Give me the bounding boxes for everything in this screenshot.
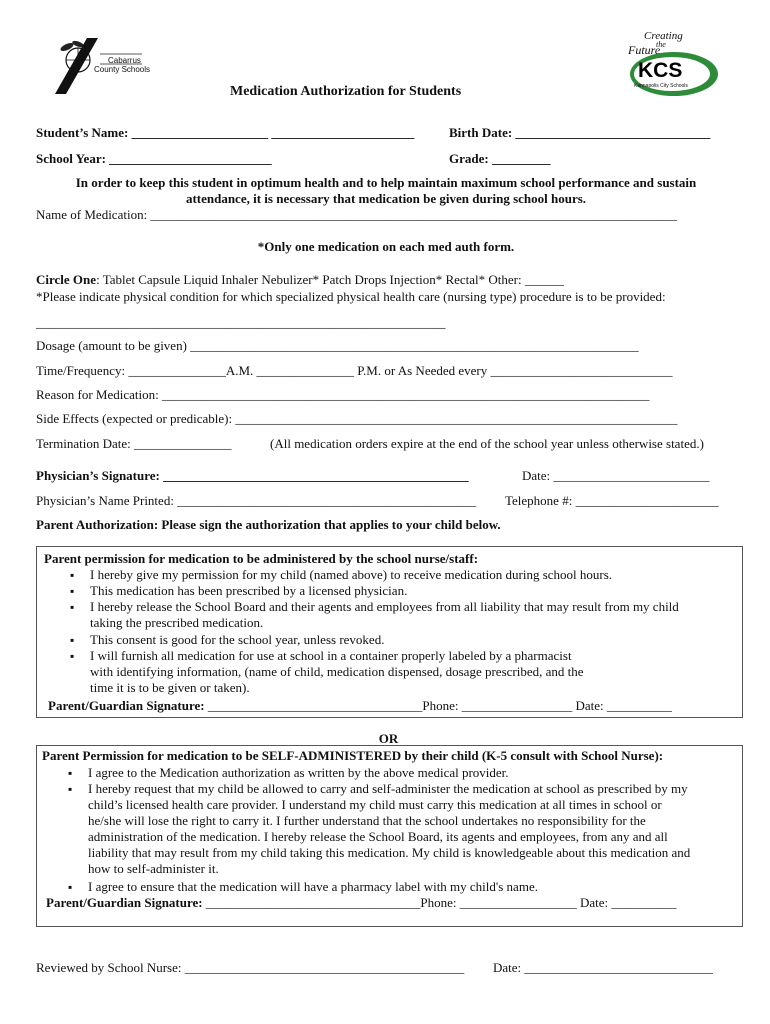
kcs-logo-text-3: Future: [628, 43, 661, 57]
box2-bullet-2-line-5: liability that may result from my child taking this medication. My child is knowledgeable about this medication and: [88, 845, 691, 860]
grade-field[interactable]: Grade: _________: [449, 151, 551, 166]
school-year-field[interactable]: School Year: _________________________: [36, 151, 272, 166]
box2-signature-lines[interactable]: _________________________________Phone: __________________ Date: __________: [202, 895, 677, 910]
box2-heading: Parent Permission for medication to be SELF-ADMINISTERED by their child (K-5 consult with School Nurse):: [42, 748, 664, 763]
box1-heading: Parent permission for medication to be administered by the school nurse/staff:: [44, 551, 479, 566]
reviewed-date-field[interactable]: Date: _____________________________: [493, 960, 713, 975]
box1-bullet-1: ▪ I hereby give my permission for my child (named above) to receive medication during school hours.: [90, 567, 612, 583]
kcs-logo-text-5: Kannapolis City Schools: [634, 83, 688, 89]
physical-condition-note: *Please indicate physical condition for which specialized physical health care (nursing type) procedure is to be provided:: [36, 289, 666, 304]
reviewed-by-nurse-field[interactable]: Reviewed by School Nurse: ___________________________________________: [36, 960, 465, 975]
parent-authorization-heading: Parent Authorization: Please sign the authorization that applies to your child below.: [36, 517, 501, 532]
box2-bullet-2: ▪ I hereby request that my child be allowed to carry and self-administer the medication at school as prescribed by my: [88, 781, 688, 797]
cabarrus-county-schools-logo: [54, 36, 151, 96]
physician-signature-field[interactable]: [36, 468, 469, 484]
box2-bullet-2-line-3: he/she will lose the right to carry it. I further understand that the school undertakes no responsibility for the: [88, 813, 646, 828]
box2-bullet-1: ▪ I agree to the Medication authorization as written by the above medical provider.: [88, 765, 509, 781]
telephone-field[interactable]: Telephone #: ______________________: [505, 493, 719, 508]
intro-line-1: In order to keep this student in optimum health and to help maintain maximum school performance and sustain: [75, 175, 697, 190]
box1-bullet-4: ▪ This consent is good for the school year, unless revoked.: [90, 632, 384, 648]
circle-one-options[interactable]: : Tablet Capsule Liquid Inhaler Nebulizer* Patch Drops Injection* Rectal* Other: ______: [96, 272, 564, 287]
box1-bullet-5-cont-2: time it is to be given or taken).: [90, 680, 250, 695]
box1-bullet-3-cont: taking the prescribed medication.: [90, 615, 264, 630]
or-separator: OR: [378, 731, 399, 746]
box2-bullet-2-line-4: administration of the medication. I hereby release the School Board, its agents and employees, from any and all: [88, 829, 668, 844]
time-frequency-field[interactable]: Time/Frequency: _______________A.M. _______________ P.M. or As Needed every ____________________________: [36, 363, 673, 378]
kcs-logo-text-4: KCS: [638, 59, 683, 82]
physician-signature-text: Physician’s Signature: _______________________________________________: [36, 468, 469, 483]
box2-bullet-3: ▪ I agree to ensure that the medication will have a pharmacy label with my child's name.: [88, 879, 538, 895]
kcs-logo: [622, 30, 720, 100]
cabarrus-logo-text-2: County Schools: [94, 65, 151, 74]
kcs-logo-text-1: Creating: [644, 30, 683, 42]
box1-bullet-2: ▪ This medication has been prescribed by a licensed physician.: [90, 583, 407, 599]
termination-note: (All medication orders expire at the end of the school year unless otherwise stated.): [270, 436, 704, 451]
name-of-medication-field[interactable]: Name of Medication: _________________________________________________________________________________: [36, 207, 677, 222]
cabarrus-logo-text-1: Cabarrus: [108, 56, 141, 65]
only-one-med-note: *Only one medication on each med auth form.: [257, 239, 515, 254]
box1-bullet-5-cont-1: with identifying information, (name of child, medication dispensed, dosage prescribed, and the: [90, 664, 584, 679]
birth-date-field[interactable]: Birth Date: ______________________________: [449, 125, 711, 140]
side-effects-field[interactable]: Side Effects (expected or predicable): ____________________________________________________________________: [36, 411, 678, 426]
termination-date-field[interactable]: Termination Date: _______________: [36, 436, 232, 451]
physician-date-field[interactable]: Date: ________________________: [522, 468, 710, 483]
box2-bullet-2-line-2: child’s licensed health care provider. I understand my child must carry this medication at all times in school or: [88, 797, 662, 812]
student-name-field[interactable]: Student’s Name: _____________________ ______________________: [36, 125, 415, 140]
dosage-field[interactable]: Dosage (amount to be given) _____________________________________________________________________: [36, 338, 639, 353]
box1-signature-row[interactable]: [48, 698, 672, 714]
box1-signature-lines[interactable]: _________________________________Phone: _________________ Date: __________: [204, 698, 672, 713]
box1-signature-label: Parent/Guardian Signature:: [48, 698, 205, 713]
physician-name-field[interactable]: Physician’s Name Printed: ______________________________________________: [36, 493, 477, 508]
physical-condition-line[interactable]: _______________________________________________________________: [36, 315, 446, 330]
circle-one-row[interactable]: [36, 272, 564, 288]
box2-signature-row[interactable]: [46, 895, 676, 911]
box2-bullet-2-line-6: how to self-administer it.: [88, 861, 219, 876]
box2-signature-label: Parent/Guardian Signature:: [46, 895, 203, 910]
circle-one-label: Circle One: [36, 272, 97, 287]
kcs-logo-text-2: the: [656, 40, 666, 49]
intro-line-2: attendance, it is necessary that medication be given during school hours.: [185, 191, 587, 206]
reason-field[interactable]: Reason for Medication: ___________________________________________________________________________: [36, 387, 650, 402]
box1-bullet-3: ▪ I hereby release the School Board and their agents and employees from all liability that may result from my child: [90, 599, 679, 615]
box1-bullet-5: ▪ I will furnish all medication for use at school in a container properly labeled by a pharmacist: [90, 648, 572, 664]
form-title: Medication Authorization for Students: [230, 84, 462, 99]
